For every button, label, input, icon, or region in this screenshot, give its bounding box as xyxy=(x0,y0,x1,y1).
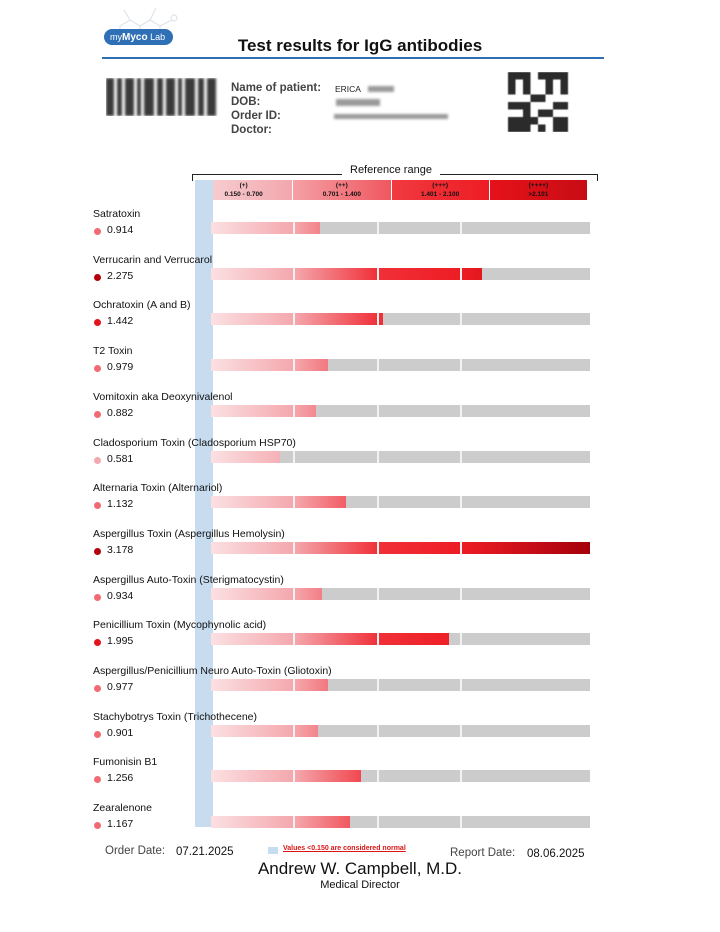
severity-dot-icon xyxy=(94,594,101,601)
range-divider xyxy=(460,222,462,234)
range-divider xyxy=(460,496,462,508)
range-divider xyxy=(293,770,295,782)
logo-name: Myco xyxy=(122,32,148,43)
range-divider xyxy=(377,588,379,600)
signature-name: Andrew W. Campbell, M.D. xyxy=(257,859,463,878)
result-bar-track xyxy=(211,451,590,463)
toxin-value: 1.256 xyxy=(107,772,134,785)
reference-range-values: 0.150 - 0.700 xyxy=(224,191,263,198)
redacted-barcode xyxy=(106,78,220,116)
range-divider xyxy=(293,588,295,600)
reference-range-values: >2.101 xyxy=(528,191,549,198)
result-bar-track xyxy=(211,222,590,234)
range-divider xyxy=(377,496,379,508)
redacted-dob xyxy=(336,99,380,106)
result-bar-track xyxy=(211,588,590,600)
range-divider xyxy=(377,222,379,234)
result-bar-track xyxy=(211,542,590,554)
logo-suffix: Lab xyxy=(150,32,166,42)
severity-dot-icon xyxy=(94,685,101,692)
range-divider xyxy=(460,816,462,828)
toxin-value: 0.901 xyxy=(107,726,134,739)
range-divider xyxy=(460,588,462,600)
range-divider xyxy=(377,816,379,828)
range-divider xyxy=(377,359,379,371)
report-date-label: Report Date: xyxy=(450,847,516,859)
redacted-order-id xyxy=(334,114,448,119)
toxin-name: Stachybotrys Toxin (Trichothecene) xyxy=(93,710,257,723)
range-divider xyxy=(293,405,295,417)
range-divider xyxy=(293,268,295,280)
severity-dot-icon xyxy=(94,731,101,738)
reference-range-cell xyxy=(293,180,390,200)
toxin-value: 2.275 xyxy=(107,269,134,282)
reference-range-values: 0.701 - 1.400 xyxy=(322,191,362,198)
result-bar-track xyxy=(211,770,590,782)
toxin-name: Aspergillus Toxin (Aspergillus Hemolysin) xyxy=(93,527,285,540)
range-divider xyxy=(293,542,295,554)
severity-dot-icon xyxy=(94,228,101,235)
result-bar xyxy=(211,496,346,508)
result-bar-track xyxy=(211,633,590,645)
range-divider xyxy=(377,633,379,645)
range-divider xyxy=(377,405,379,417)
result-bar xyxy=(211,770,361,782)
range-divider xyxy=(377,725,379,737)
range-divider xyxy=(460,451,462,463)
toxin-name: Aspergillus/Penicillium Neuro Auto-Toxin (Gliotoxin) xyxy=(93,665,332,677)
severity-dot-icon xyxy=(94,411,101,418)
toxin-value: 3.178 xyxy=(107,543,134,556)
range-divider xyxy=(293,313,295,325)
range-divider xyxy=(460,633,462,645)
toxin-value: 1.132 xyxy=(107,498,134,511)
report-date-value: 08.06.2025 xyxy=(527,848,585,860)
toxin-name: Cladosporium Toxin (Cladosporium HSP70) xyxy=(93,436,296,449)
toxin-value: 0.934 xyxy=(107,589,134,602)
toxin-value: 0.979 xyxy=(107,361,134,374)
reference-range-label: (++) xyxy=(335,182,348,189)
order-date-label: Order Date: xyxy=(105,845,166,857)
range-divider xyxy=(293,496,295,508)
reference-range-cell xyxy=(490,180,587,200)
reference-range-cell xyxy=(392,180,489,200)
order-id-label: Order ID: xyxy=(231,110,281,122)
signature-title: Medical Director xyxy=(320,879,400,891)
toxin-name: T2 Toxin xyxy=(93,345,133,358)
toxin-value: 0.882 xyxy=(107,406,134,419)
range-divider xyxy=(460,679,462,691)
toxin-value: 1.167 xyxy=(107,818,134,831)
result-bar xyxy=(211,679,328,691)
page-title: Test results for IgG antibodies xyxy=(237,36,483,55)
toxin-value: 1.442 xyxy=(107,315,134,328)
result-bar xyxy=(211,359,328,371)
result-bar-track xyxy=(211,816,590,828)
range-divider xyxy=(377,770,379,782)
toxin-name: Vomitoxin aka Deoxynivalenol xyxy=(93,390,233,403)
range-divider xyxy=(377,679,379,691)
result-bar xyxy=(211,588,322,600)
toxin-name: Alternaria Toxin (Alternariol) xyxy=(93,482,223,495)
range-divider xyxy=(460,313,462,325)
toxin-name: Ochratoxin (A and B) xyxy=(93,299,191,312)
logo-prefix: my xyxy=(110,32,122,42)
result-bar xyxy=(211,313,383,325)
range-divider xyxy=(460,405,462,417)
range-divider xyxy=(293,359,295,371)
range-divider xyxy=(460,725,462,737)
result-bar xyxy=(211,405,316,417)
severity-dot-icon xyxy=(94,776,101,783)
severity-dot-icon xyxy=(94,274,101,281)
range-divider xyxy=(377,313,379,325)
range-divider xyxy=(377,268,379,280)
toxin-name: Aspergillus Auto-Toxin (Sterigmatocystin) xyxy=(93,573,284,586)
patient-name-value: ERICA xyxy=(335,84,361,94)
severity-dot-icon xyxy=(94,502,101,509)
toxin-value: 0.914 xyxy=(107,224,134,236)
result-bar xyxy=(211,451,280,463)
severity-dot-icon xyxy=(94,639,101,646)
toxin-value: 1.995 xyxy=(107,635,134,648)
patient-name-label: Name of patient: xyxy=(231,82,322,94)
normal-legend-text: Values <0.150 are considered normal xyxy=(283,845,406,852)
redacted-qr-code xyxy=(506,72,570,132)
result-bar xyxy=(211,816,350,828)
range-divider xyxy=(460,770,462,782)
range-divider xyxy=(293,725,295,737)
result-bar xyxy=(211,725,318,737)
range-divider xyxy=(293,222,295,234)
toxin-name: Satratoxin xyxy=(93,208,141,220)
toxin-name: Fumonisin B1 xyxy=(93,756,158,769)
normal-legend-swatch xyxy=(268,847,278,854)
toxin-value: 0.581 xyxy=(107,452,134,465)
range-divider xyxy=(377,451,379,463)
result-bar-track xyxy=(211,496,590,508)
result-bar-track xyxy=(211,405,590,417)
severity-dot-icon xyxy=(94,365,101,372)
range-divider xyxy=(377,542,379,554)
result-bar-track xyxy=(211,268,590,280)
order-date-value: 07.21.2025 xyxy=(176,846,234,858)
range-divider xyxy=(293,679,295,691)
toxin-value: 0.977 xyxy=(107,681,134,693)
reference-range-label: (+) xyxy=(239,182,248,189)
result-bar-track xyxy=(211,725,590,737)
toxin-name: Penicillium Toxin (Mycophynolic acid) xyxy=(93,619,267,632)
dob-label: DOB: xyxy=(231,96,261,108)
reference-range-label: (++++) xyxy=(528,182,549,189)
range-divider xyxy=(460,542,462,554)
severity-dot-icon xyxy=(94,457,101,464)
result-bar xyxy=(211,633,449,645)
range-divider xyxy=(460,359,462,371)
reference-range-values: 1.401 - 2.100 xyxy=(420,191,460,198)
severity-dot-icon xyxy=(94,319,101,326)
result-bar xyxy=(211,268,482,280)
severity-dot-icon xyxy=(94,822,101,829)
result-bar-track xyxy=(211,359,590,371)
severity-dot-icon xyxy=(94,548,101,555)
range-divider xyxy=(460,268,462,280)
reference-range-title: Reference range xyxy=(342,164,440,176)
toxin-name: Zearalenone xyxy=(93,802,152,815)
range-divider xyxy=(293,816,295,828)
range-divider xyxy=(293,451,295,463)
title-divider xyxy=(102,57,604,59)
result-bar xyxy=(211,222,320,234)
toxin-name: Verrucarin and Verrucarol xyxy=(93,253,213,266)
result-bar-track xyxy=(211,313,590,325)
range-divider xyxy=(293,633,295,645)
result-bar xyxy=(211,542,590,554)
result-bar-track xyxy=(211,679,590,691)
doctor-label: Doctor: xyxy=(231,124,272,136)
reference-range-label: (+++) xyxy=(432,182,448,189)
redacted-name xyxy=(368,86,394,92)
